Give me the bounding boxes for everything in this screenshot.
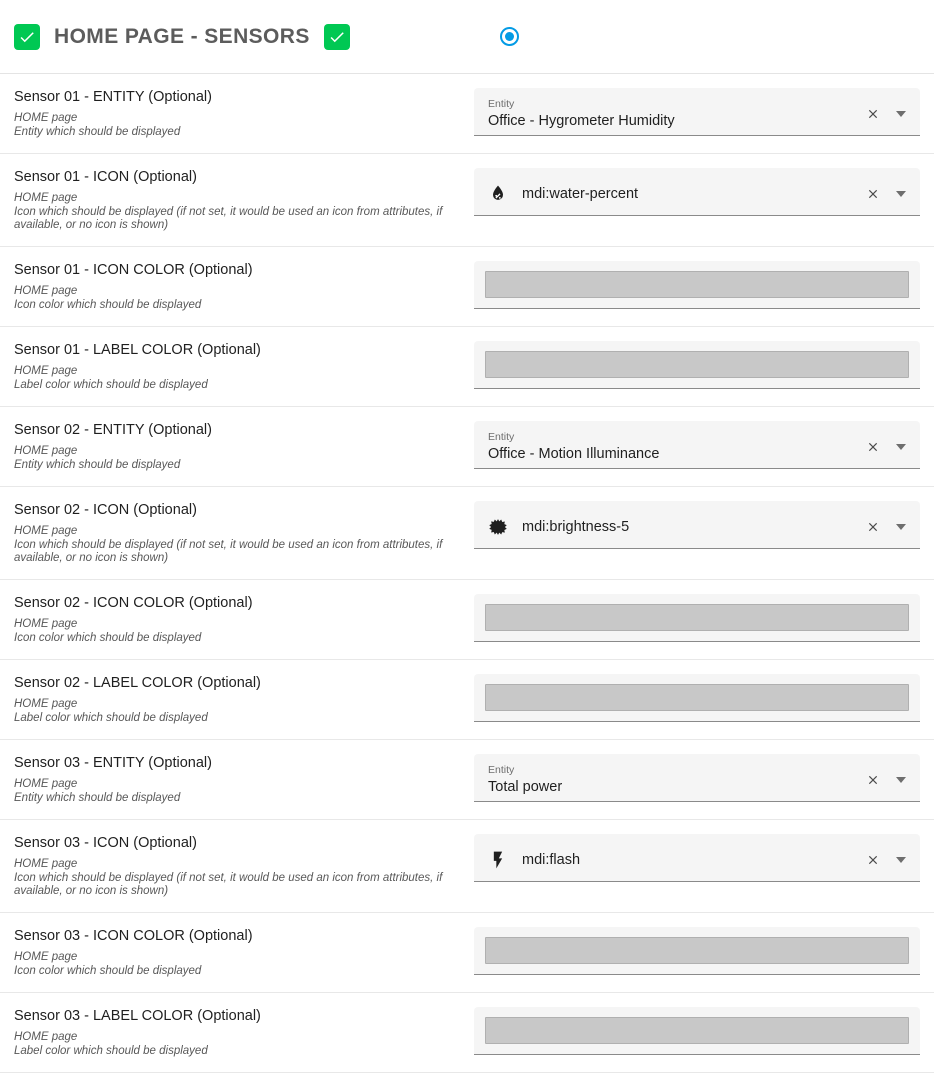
row-label-area (0, 407, 474, 486)
field-description-page: HOME page (14, 778, 78, 790)
row-label-area (0, 154, 474, 246)
field-description-page: HOME page (14, 858, 78, 870)
icon-picker[interactable] (474, 834, 920, 882)
close-icon[interactable] (862, 769, 884, 791)
settings-row (0, 580, 934, 660)
close-icon[interactable] (862, 183, 884, 205)
field-description: Entity which should be displayed (14, 126, 181, 138)
page-header (0, 0, 934, 74)
row-label-area (0, 74, 474, 153)
settings-row (0, 154, 934, 247)
field-title: Sensor 01 - ICON COLOR (Optional) (14, 262, 253, 278)
field-description-page: HOME page (14, 285, 78, 297)
color-input[interactable] (485, 604, 909, 631)
row-label-area (0, 580, 474, 659)
settings-row (0, 407, 934, 487)
caret-shape (896, 444, 906, 450)
row-control-area (474, 327, 934, 403)
field-description: Label color which should be displayed (14, 1045, 208, 1057)
row-control-area (474, 660, 934, 736)
picker-main (488, 431, 854, 464)
settings-row (0, 993, 934, 1073)
settings-row (0, 327, 934, 407)
settings-row (0, 740, 934, 820)
close-icon[interactable] (862, 103, 884, 125)
field-title: Sensor 02 - LABEL COLOR (Optional) (14, 675, 261, 691)
chevron-down-icon[interactable] (890, 436, 912, 458)
radio-selected-icon[interactable] (500, 27, 519, 46)
field-title: Sensor 01 - LABEL COLOR (Optional) (14, 342, 261, 358)
settings-rows (0, 74, 934, 1073)
field-title: Sensor 03 - LABEL COLOR (Optional) (14, 1008, 261, 1024)
row-label-area (0, 993, 474, 1072)
picker-value: mdi:water-percent (522, 185, 639, 202)
field-title: Sensor 03 - ENTITY (Optional) (14, 755, 212, 771)
row-control-area (474, 154, 934, 230)
field-title: Sensor 02 - ICON COLOR (Optional) (14, 595, 253, 611)
icon-picker[interactable] (474, 501, 920, 549)
picker-main (522, 518, 854, 537)
field-title: Sensor 03 - ICON COLOR (Optional) (14, 928, 253, 944)
flash-icon (488, 850, 522, 870)
picker-actions (854, 516, 912, 538)
chevron-down-icon[interactable] (890, 769, 912, 791)
field-title: Sensor 02 - ICON (Optional) (14, 502, 197, 518)
page-title: HOME PAGE - SENSORS (54, 24, 310, 48)
row-label-area (0, 487, 474, 579)
picker-main (488, 98, 854, 131)
picker-actions (854, 436, 912, 458)
entity-picker[interactable] (474, 421, 920, 469)
picker-field-label: Entity (488, 430, 515, 443)
field-description-page: HOME page (14, 951, 78, 963)
field-description: Icon color which should be displayed (14, 299, 202, 311)
row-label-area (0, 660, 474, 739)
picker-value: Total power (488, 778, 563, 795)
picker-actions (854, 849, 912, 871)
settings-row (0, 913, 934, 993)
row-control-area (474, 247, 934, 323)
row-label-area (0, 247, 474, 326)
field-title: Sensor 02 - ENTITY (Optional) (14, 422, 212, 438)
field-description: Icon which should be displayed (if not set, it would be used an icon from attributes, if available, or no icon is shown) (14, 872, 443, 897)
row-label-area (0, 820, 474, 912)
color-input[interactable] (485, 271, 909, 298)
row-control-area (474, 820, 934, 896)
close-icon[interactable] (862, 516, 884, 538)
chevron-down-icon[interactable] (890, 516, 912, 538)
settings-row (0, 660, 934, 740)
field-description: Label color which should be displayed (14, 712, 208, 724)
field-description: Icon color which should be displayed (14, 632, 202, 644)
header-radio-wrap (500, 27, 519, 46)
close-icon[interactable] (862, 436, 884, 458)
field-title: Sensor 01 - ENTITY (Optional) (14, 89, 212, 105)
field-description-page: HOME page (14, 618, 78, 630)
color-input[interactable] (485, 937, 909, 964)
field-description-page: HOME page (14, 445, 78, 457)
close-icon[interactable] (862, 849, 884, 871)
settings-row (0, 820, 934, 913)
picker-actions (854, 183, 912, 205)
icon-picker[interactable] (474, 168, 920, 216)
color-input-wrapper[interactable] (474, 341, 920, 389)
field-description: Icon which should be displayed (if not set, it would be used an icon from attributes, if available, or no icon is shown) (14, 206, 443, 231)
picker-main (522, 185, 854, 204)
water-percent-icon (488, 184, 522, 204)
entity-picker[interactable] (474, 754, 920, 802)
radio-inner-dot (505, 32, 514, 41)
chevron-down-icon[interactable] (890, 103, 912, 125)
row-label-area (0, 740, 474, 819)
field-title: Sensor 01 - ICON (Optional) (14, 169, 197, 185)
caret-shape (896, 111, 906, 117)
entity-picker[interactable] (474, 88, 920, 136)
row-control-area (474, 913, 934, 989)
field-description: Entity which should be displayed (14, 792, 181, 804)
field-description-page: HOME page (14, 192, 78, 204)
field-description-page: HOME page (14, 112, 78, 124)
picker-value: Office - Hygrometer Humidity (488, 112, 675, 129)
field-description-page: HOME page (14, 365, 78, 377)
row-control-area (474, 487, 934, 563)
color-input[interactable] (485, 1017, 909, 1044)
picker-value: Office - Motion Illuminance (488, 445, 660, 462)
caret-shape (896, 524, 906, 530)
header-checkbox-left[interactable] (14, 24, 40, 50)
row-control-area (474, 407, 934, 483)
row-label-area (0, 327, 474, 406)
caret-shape (896, 857, 906, 863)
color-input-wrapper[interactable] (474, 674, 920, 722)
color-input-wrapper[interactable] (474, 261, 920, 309)
settings-row (0, 74, 934, 154)
picker-value: mdi:brightness-5 (522, 518, 630, 535)
picker-main (522, 851, 854, 870)
chevron-down-icon[interactable] (890, 183, 912, 205)
header-checkbox-right[interactable] (324, 24, 350, 50)
field-description: Icon color which should be displayed (14, 965, 202, 977)
settings-row (0, 487, 934, 580)
caret-shape (896, 777, 906, 783)
settings-row (0, 247, 934, 327)
row-control-area (474, 74, 934, 150)
brightness-5-icon (488, 517, 522, 537)
picker-field-label: Entity (488, 763, 515, 776)
picker-field-label: Entity (488, 97, 515, 110)
picker-main (488, 764, 854, 797)
field-description-page: HOME page (14, 1031, 78, 1043)
picker-actions (854, 103, 912, 125)
row-control-area (474, 993, 934, 1069)
field-description: Entity which should be displayed (14, 459, 181, 471)
field-description: Icon which should be displayed (if not set, it would be used an icon from attributes, if available, or no icon is shown) (14, 539, 443, 564)
field-title: Sensor 03 - ICON (Optional) (14, 835, 197, 851)
field-description-page: HOME page (14, 698, 78, 710)
color-input-wrapper[interactable] (474, 1007, 920, 1055)
field-description: Label color which should be displayed (14, 379, 208, 391)
caret-shape (896, 191, 906, 197)
color-input-wrapper[interactable] (474, 594, 920, 642)
picker-actions (854, 769, 912, 791)
row-label-area (0, 913, 474, 992)
row-control-area (474, 580, 934, 656)
row-control-area (474, 740, 934, 816)
picker-value: mdi:flash (522, 851, 581, 868)
field-description-page: HOME page (14, 525, 78, 537)
chevron-down-icon[interactable] (890, 849, 912, 871)
color-input[interactable] (485, 351, 909, 378)
color-input[interactable] (485, 684, 909, 711)
color-input-wrapper[interactable] (474, 927, 920, 975)
